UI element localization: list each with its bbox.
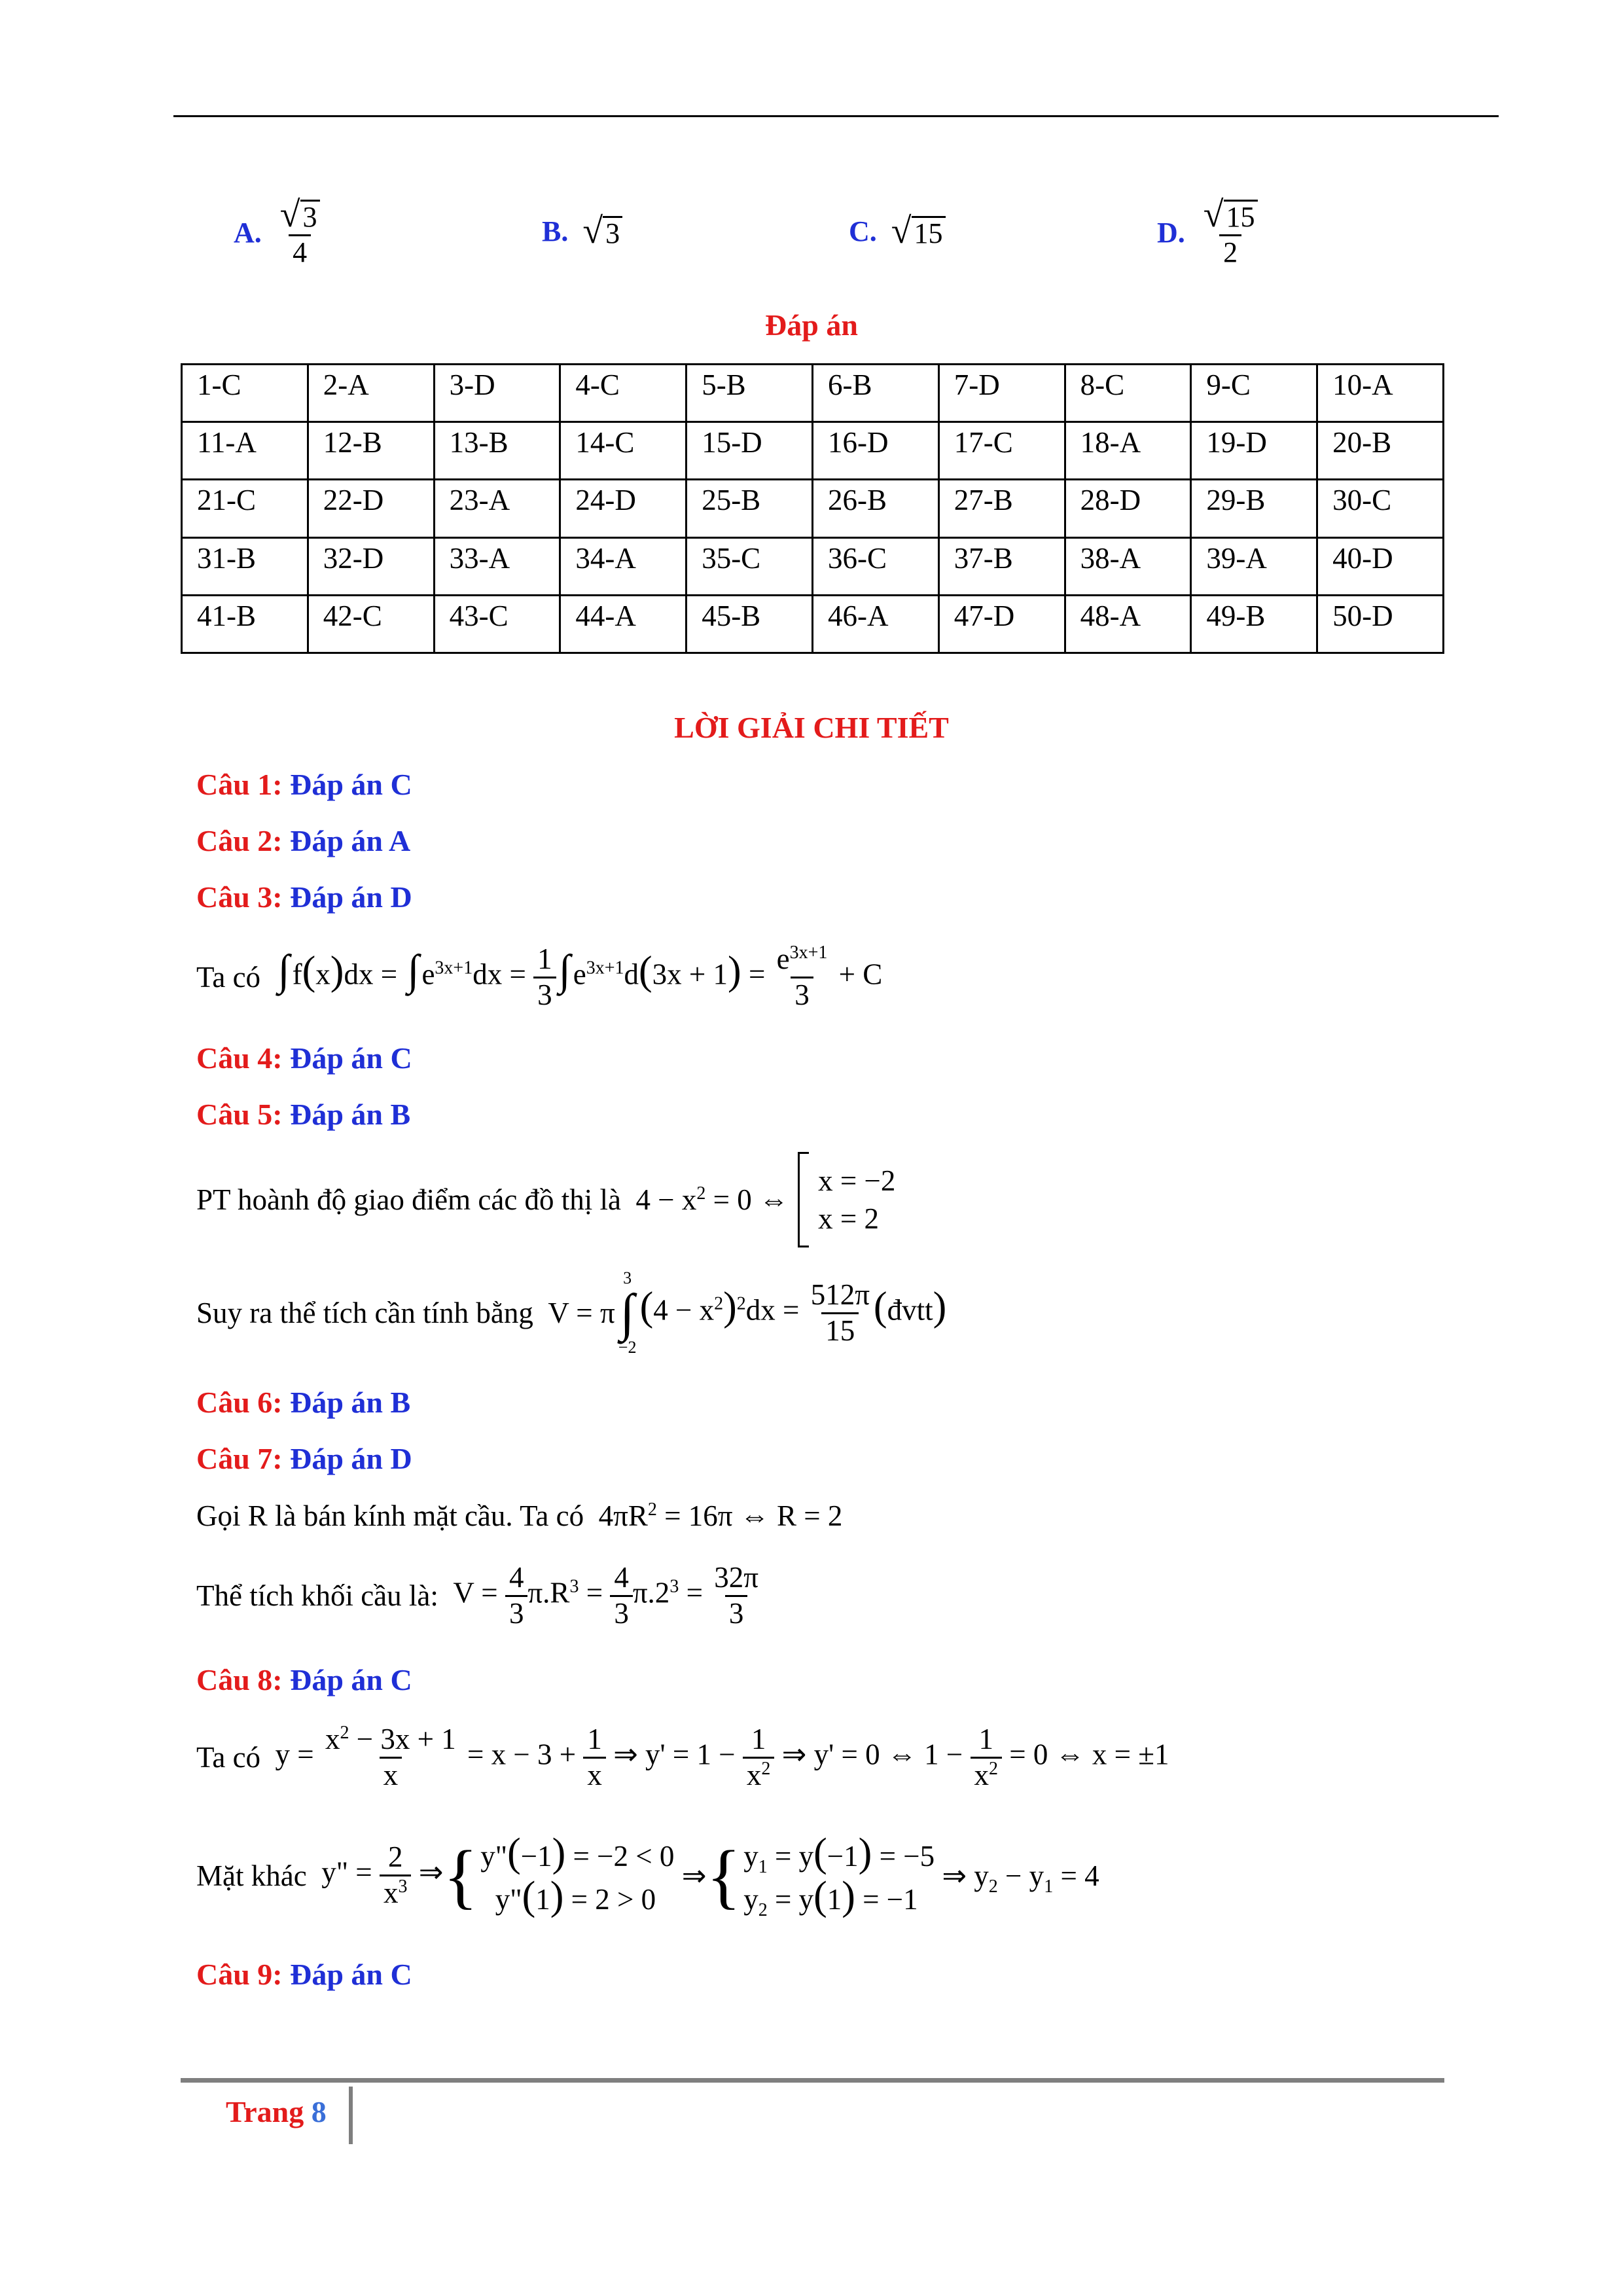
answer-cell: 3-D xyxy=(434,365,560,422)
cau-3: Câu 3: Đáp án D xyxy=(196,880,412,914)
option-c: C. √ 15 xyxy=(849,213,946,249)
answer-row xyxy=(182,595,1444,653)
answer-cell: 36-C xyxy=(812,537,938,595)
answer-cell: 9-C xyxy=(1191,365,1317,422)
footer-divider xyxy=(349,2087,353,2144)
answer-cell: 7-D xyxy=(938,365,1065,422)
answer-cell: 27-B xyxy=(938,480,1065,537)
answer-cell: 15-D xyxy=(687,422,813,480)
cau-4: Câu 4: Đáp án C xyxy=(196,1041,412,1075)
option-a: A. √ 3 4 xyxy=(234,196,324,269)
answer-cell: 23-A xyxy=(434,480,560,537)
answer-row xyxy=(182,537,1444,595)
answer-cell: 1-C xyxy=(182,365,308,422)
answer-row xyxy=(182,365,1444,422)
answer-cell: 19-D xyxy=(1191,422,1317,480)
cau-9: Câu 9: Đáp án C xyxy=(196,1958,412,1991)
answer-cell: 47-D xyxy=(938,595,1065,653)
answer-cell: 41-B xyxy=(182,595,308,653)
answer-cell: 8-C xyxy=(1065,365,1191,422)
answer-cell: 10-A xyxy=(1317,365,1444,422)
cau-2: Câu 2: Đáp án A xyxy=(196,824,411,857)
answer-cell: 44-A xyxy=(560,595,687,653)
cau-1: Câu 1: Đáp án C xyxy=(196,768,412,801)
answer-cell: 31-B xyxy=(182,537,308,595)
answer-cell: 42-C xyxy=(308,595,434,653)
answer-cell: 17-C xyxy=(938,422,1065,480)
cau-5: Câu 5: Đáp án B xyxy=(196,1098,411,1131)
header-rule xyxy=(173,115,1499,117)
answer-cell: 46-A xyxy=(812,595,938,653)
footer-rule xyxy=(181,2078,1444,2083)
answer-cell: 24-D xyxy=(560,480,687,537)
answer-cell: 40-D xyxy=(1317,537,1444,595)
answer-cell: 30-C xyxy=(1317,480,1444,537)
cau-8: Câu 8: Đáp án C xyxy=(196,1663,412,1696)
answer-cell: 45-B xyxy=(687,595,813,653)
answer-row xyxy=(182,480,1444,537)
answer-cell: 49-B xyxy=(1191,595,1317,653)
answer-cell: 6-B xyxy=(812,365,938,422)
answer-cell: 37-B xyxy=(938,537,1065,595)
formula-cau3: Ta có $\int f(x)dx = \int e^{3x+1}dx$ = $\frac{1}{3}$ $\int e^{3x+1}d(3x + 1)$ = $\frac{e^{3x+1}}{3}$ + C xyxy=(196,942,883,1011)
answer-cell: 13-B xyxy=(434,422,560,480)
cau-7: Câu 7: Đáp án D xyxy=(196,1442,412,1475)
answer-cell: 25-B xyxy=(687,480,813,537)
option-b: B. √ 3 xyxy=(542,213,622,249)
answer-cell: 16-D xyxy=(812,422,938,480)
answer-cell: 14-C xyxy=(560,422,687,480)
answer-cell: 26-B xyxy=(812,480,938,537)
option-d: D. √ 15 2 xyxy=(1157,196,1262,269)
answer-cell: 5-B xyxy=(687,365,813,422)
answer-cell: 18-A xyxy=(1065,422,1191,480)
answer-cell: 21-C xyxy=(182,480,308,537)
answer-cell: 35-C xyxy=(687,537,813,595)
answer-cell: 33-A xyxy=(434,537,560,595)
answer-cell: 11-A xyxy=(182,422,308,480)
answer-cell: 2-A xyxy=(308,365,434,422)
page-number: Trang 8 xyxy=(226,2095,327,2128)
answer-cell: 48-A xyxy=(1065,595,1191,653)
answer-cell: 28-D xyxy=(1065,480,1191,537)
cau-6: Câu 6: Đáp án B xyxy=(196,1386,411,1419)
answer-title: Đáp án xyxy=(765,308,858,342)
formula-cau7-v: Thể tích khối cầu là: V = $\frac{4}{3}$ $\pi.R^3$ = $\frac{4}{3}$ $\pi.2^3$ = $\frac{32\pi}{3}$ xyxy=(196,1561,758,1630)
formula-cau7-r: Gọi R là bán kính mặt cầu. Ta có $4\pi R^2 = 16\pi$ ⇔ R = 2 xyxy=(196,1499,843,1532)
answer-cell: 39-A xyxy=(1191,537,1317,595)
answer-cell: 22-D xyxy=(308,480,434,537)
answer-cell: 29-B xyxy=(1191,480,1317,537)
formula-cau5-pt: PT hoành độ giao điểm các đồ thị là $4 - x^2 = 0$ ⇔ x = −2 x = 2 xyxy=(196,1152,895,1247)
answer-cell: 20-B xyxy=(1317,422,1444,480)
formula-cau8-ypp: Mặt khác y" = $\frac{2}{x^3}$ ⇒ { y"(−1) = −2 < 0 y"(1) = 2 > 0 ⇒ { $y_1 = y(-1) = -5$ $y_2 = y(1) = -1$ ⇒ $y_2 - y_1 = 4$ xyxy=(196,1831,1099,1920)
answer-cell: 12-B xyxy=(308,422,434,480)
answer-cell: 50-D xyxy=(1317,595,1444,653)
answer-cell: 32-D xyxy=(308,537,434,595)
answer-cell: 43-C xyxy=(434,595,560,653)
answer-table xyxy=(181,363,1444,654)
answer-cell: 34-A xyxy=(560,537,687,595)
formula-cau5-v: Suy ra thể tích cần tính bằng V = π 3 ∫ −2 $(4 - x^2)^2dx$ = $\frac{512\pi}{15}$ (đvtt) xyxy=(196,1268,947,1357)
answer-cell: 4-C xyxy=(560,365,687,422)
answer-row xyxy=(182,422,1444,480)
solution-title: LỜI GIẢI CHI TIẾT xyxy=(674,711,949,744)
answer-cell: 38-A xyxy=(1065,537,1191,595)
formula-cau8-y: Ta có y = $\frac{x^2 - 3x + 1}{x}$ = x − 3 + $\frac{1}{x}$ ⇒ y' = 1 − $\frac{1}{x^2}$ ⇒ y' = 0 ⇔ 1 − $\frac{1}{x^2}$ = 0 ⇔ x = ±1 xyxy=(196,1723,1169,1791)
